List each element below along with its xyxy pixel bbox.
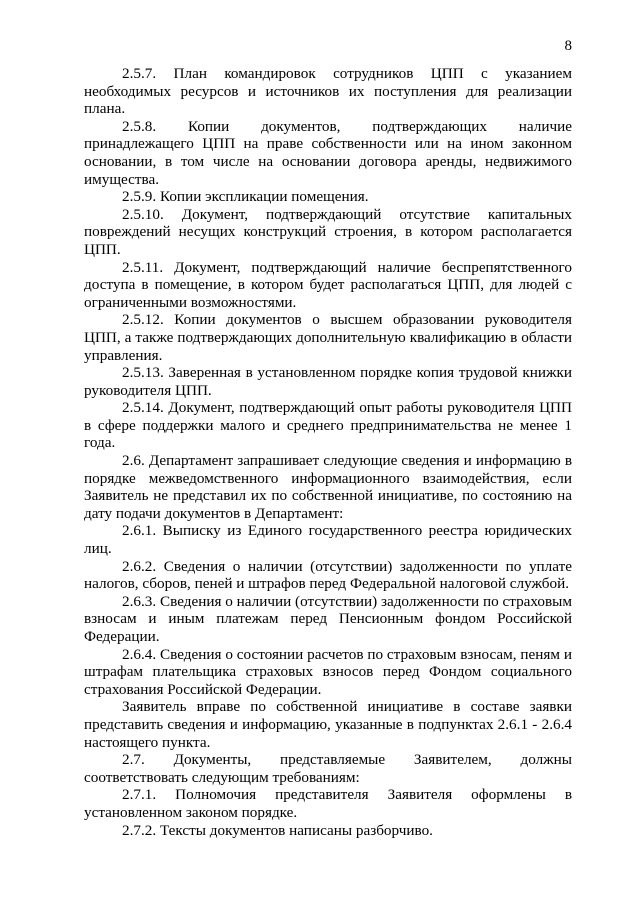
paragraph-applicant-right: Заявитель вправе по собственной инициативе в составе заявки представить сведения и информацию, указанные в подпунктах 2.6.1 - 2.6.4 настоящего пункта. [84, 698, 572, 751]
paragraph-2-5-8: 2.5.8. Копии документов, подтверждающих наличие принадлежащего ЦПП на праве собственности или на ином законном основании, в том числе на основании договора аренды, недвижимого имущества. [84, 117, 572, 188]
paragraph-2-5-12: 2.5.12. Копии документов о высшем образовании руководителя ЦПП, а также подтверждающих дополнительную квалификацию в области управления. [84, 311, 572, 364]
paragraph-2-6-4: 2.6.4. Сведения о состоянии расчетов по страховым взносам, пеням и штрафам плательщика страховых взносов перед Фондом социального страхования Российской Федерации. [84, 645, 572, 698]
document-body [84, 65, 572, 839]
paragraph-2-7: 2.7. Документы, представляемые Заявителем, должны соответствовать следующим требованиям: [84, 751, 572, 786]
paragraph-2-5-7: 2.5.7. План командировок сотрудников ЦПП с указанием необходимых ресурсов и источников их поступления для реализации плана. [84, 65, 572, 118]
paragraph-2-5-10: 2.5.10. Документ, подтверждающий отсутствие капитальных повреждений несущих конструкций строения, в котором располагается ЦПП. [84, 205, 572, 258]
paragraph-2-6: 2.6. Департамент запрашивает следующие сведения и информацию в порядке межведомственного информационного взаимодействия, если Заявитель не представил их по собственной инициативе, по состоянию на дату подачи документов в Департамент: [84, 452, 572, 522]
paragraph-2-6-2: 2.6.2. Сведения о наличии (отсутствии) задолженности по уплате налогов, сборов, пеней и штрафов перед Федеральной налоговой службой. [84, 557, 572, 593]
paragraph-2-5-9: 2.5.9. Копии экспликации помещения. [122, 188, 369, 206]
paragraph-2-7-2: 2.7.2. Тексты документов написаны разборчиво. [122, 821, 433, 839]
paragraph-2-6-3: 2.6.3. Сведения о наличии (отсутствии) задолженности по страховым взносам и иным платежам перед Пенсионным фондом Российской Федерации. [84, 592, 572, 645]
paragraph-2-5-13: 2.5.13. Заверенная в установленном порядке копия трудовой книжки руководителя ЦПП. [84, 364, 572, 399]
page-number: 8 [564, 38, 572, 54]
paragraph-2-6-1: 2.6.1. Выписку из Единого государственного реестра юридических лиц. [84, 522, 572, 558]
paragraph-2-5-14: 2.5.14. Документ, подтверждающий опыт работы руководителя ЦПП в сфере поддержки малого и среднего предпринимательства не менее 1 года. [84, 399, 572, 452]
paragraph-2-7-1: 2.7.1. Полномочия представителя Заявителя оформлены в установленном законом порядке. [84, 786, 572, 821]
paragraph-2-5-11: 2.5.11. Документ, подтверждающий наличие беспрепятственного доступа в помещение, в котором будет располагаться ЦПП, для людей с ограниченными возможностями. [84, 258, 572, 311]
